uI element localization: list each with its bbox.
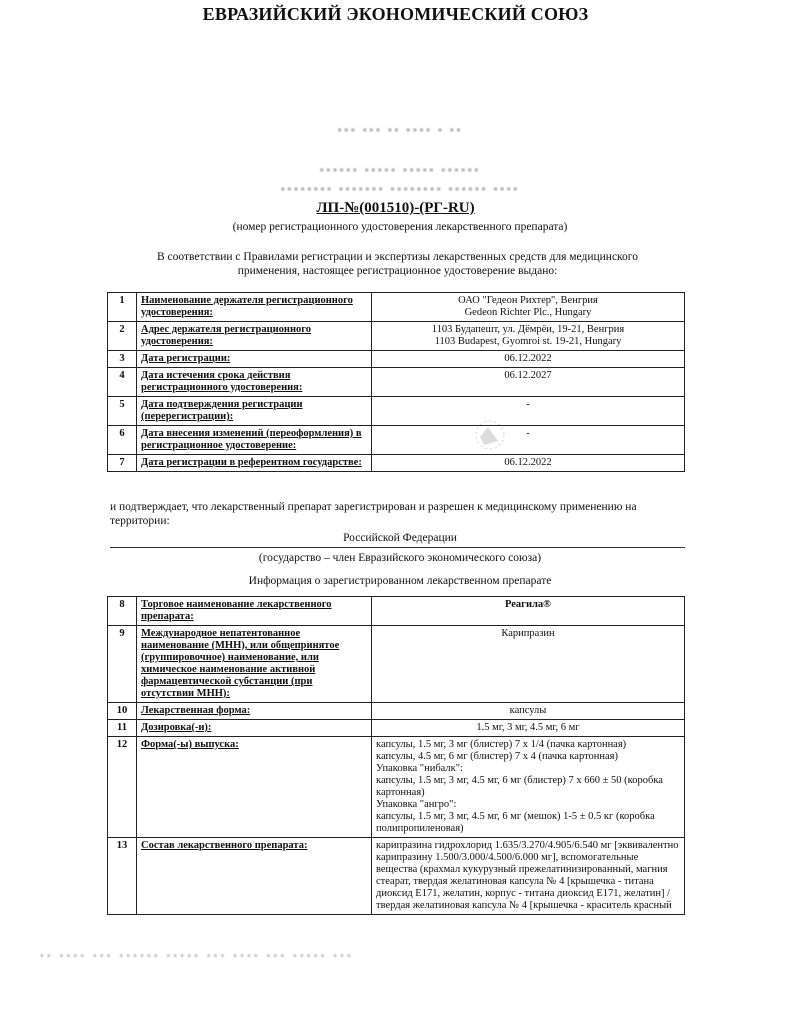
row-number: 10 bbox=[108, 703, 137, 720]
row-number: 13 bbox=[108, 838, 137, 915]
row-number: 5 bbox=[108, 397, 137, 426]
row-number: 1 bbox=[108, 293, 137, 322]
table-row bbox=[108, 426, 685, 455]
row-value: Реагила® bbox=[372, 597, 685, 626]
stamp-mark-icon bbox=[470, 415, 510, 455]
document-header-title: ЕВРАЗИЙСКИЙ ЭКОНОМИЧЕСКИЙ СОЮЗ bbox=[202, 4, 589, 24]
row-label: Международное непатентованное наименование (МНН), или общепринятое (группировочное) наименование, или химическое наименование активной фармацевтической субстанции (при отсутствии МНН): bbox=[137, 626, 372, 703]
row-number: 12 bbox=[108, 737, 137, 838]
row-value: капсулы, 1.5 мг, 3 мг (блистер) 7 x 1/4 (пачка картонная) капсулы, 4.5 мг, 6 мг (блистер) 7 x 4 (пачка картонная) Упаковка "нибалк": капсулы, 1.5 мг, 3 мг, 4.5 мг, 6 мг (блистер) 7 x 660 ± 50 (коробка картонная) Упаковка "ангро": капсулы, 1.5 мг, 3 мг, 4.5 мг, 6 мг (мешок) 1-5 ± 0.5 кг (коробка полипропиленовая) bbox=[372, 737, 685, 838]
row-value: Карипразин bbox=[372, 626, 685, 703]
row-value: 06.12.2022 bbox=[372, 455, 685, 472]
table-row bbox=[108, 455, 685, 472]
table-row bbox=[108, 397, 685, 426]
table-row bbox=[108, 720, 685, 737]
row-number: 2 bbox=[108, 322, 137, 351]
row-label: Адрес держателя регистрационного удостоверения: bbox=[137, 322, 372, 351]
info-heading: Информация о зарегистрированном лекарственном препарате bbox=[248, 575, 552, 587]
holder-table bbox=[107, 292, 685, 472]
faint-scan-artifact: ▪▪▪▪▪▪▪▪ ▪▪▪▪▪▪▪ ▪▪▪▪▪▪▪▪ ▪▪▪▪▪▪ ▪▪▪▪ bbox=[280, 181, 520, 196]
table-row bbox=[108, 838, 685, 915]
faint-scan-artifact: ▪▪▪ ▪▪▪ ▪▪ ▪▪▪▪ ▪ ▪▪ bbox=[337, 122, 463, 137]
row-value: - bbox=[372, 426, 685, 455]
row-label: Дата регистрации в референтном государстве: bbox=[137, 455, 372, 472]
row-number: 11 bbox=[108, 720, 137, 737]
row-label: Лекарственная форма: bbox=[137, 703, 372, 720]
row-label: Форма(-ы) выпуска: bbox=[137, 737, 372, 838]
row-value: 1103 Будапешт, ул. Дёмрёи, 19-21, Венгрия 1103 Budapest, Gyomroi st. 19-21, Hungary bbox=[372, 322, 685, 351]
row-number: 3 bbox=[108, 351, 137, 368]
intro-paragraph: В соответствии с Правилами регистрации и экспертизы лекарственных средств для медицинского применения, настоящее регистрационное удостоверение выдано: bbox=[157, 251, 638, 277]
row-label: Дата внесения изменений (переоформления) в регистрационное удостоверение: bbox=[137, 426, 372, 455]
row-value: 06.12.2022 bbox=[372, 351, 685, 368]
row-value: 1.5 мг, 3 мг, 4.5 мг, 6 мг bbox=[372, 720, 685, 737]
table-row bbox=[108, 322, 685, 351]
row-number: 7 bbox=[108, 455, 137, 472]
state-caption: (государство – член Евразийского экономического союза) bbox=[258, 552, 542, 564]
row-value: - bbox=[372, 397, 685, 426]
confirmation-paragraph: и подтверждает, что лекарственный препарат зарегистрирован и разрешен к медицинскому применению на территории: bbox=[110, 501, 637, 527]
table-row bbox=[108, 368, 685, 397]
drug-table bbox=[107, 596, 685, 915]
table-row bbox=[108, 737, 685, 838]
row-value: карипразина гидрохлорид 1.635/3.270/4.905/6.540 мг [эквивалентно карипразину 1.500/3.000/4.500/6.000 мг], вспомогательные вещества (крахмал кукурузный прежелатинизированный, магния стеарат, твердая желатиновая капсула № 4 [крышечка - титана диоксид E171, желатин, корпус - титана диоксид E171, желатин] / твердая желатиновая капсула № 4 [крышечка - краситель красный bbox=[372, 838, 685, 915]
faint-scan-artifact: ▪▪ ▪▪▪▪ ▪▪▪ ▪▪▪▪▪▪ ▪▪▪▪▪ ▪▪▪ ▪▪▪▪ ▪▪▪ ▪▪▪▪▪ ▪▪▪ bbox=[40, 950, 354, 962]
row-number: 9 bbox=[108, 626, 137, 703]
row-label: Состав лекарственного препарата: bbox=[137, 838, 372, 915]
row-label: Дата истечения срока действия регистрационного удостоверения: bbox=[137, 368, 372, 397]
faint-scan-artifact: ▪▪▪▪▪▪ ▪▪▪▪▪ ▪▪▪▪▪ ▪▪▪▪▪▪ bbox=[319, 162, 481, 177]
table-row bbox=[108, 293, 685, 322]
state-underline bbox=[110, 547, 685, 548]
registration-number: ЛП-№(001510)-(РГ-RU) bbox=[316, 200, 475, 216]
row-number: 8 bbox=[108, 597, 137, 626]
row-number: 6 bbox=[108, 426, 137, 455]
row-label: Торговое наименование лекарственного препарата: bbox=[137, 597, 372, 626]
row-value: капсулы bbox=[372, 703, 685, 720]
table-row bbox=[108, 351, 685, 368]
state-name: Российской Федерации bbox=[343, 532, 457, 544]
row-label: Дозировка(-и): bbox=[137, 720, 372, 737]
table-row bbox=[108, 703, 685, 720]
row-label: Дата регистрации: bbox=[137, 351, 372, 368]
row-label: Наименование держателя регистрационного удостоверения: bbox=[137, 293, 372, 322]
table-row bbox=[108, 626, 685, 703]
table-row bbox=[108, 597, 685, 626]
row-number: 4 bbox=[108, 368, 137, 397]
row-value: ОАО "Гедеон Рихтер", Венгрия Gedeon Richter Plc., Hungary bbox=[372, 293, 685, 322]
row-label: Дата подтверждения регистрации (перерегистрации): bbox=[137, 397, 372, 426]
row-value: 06.12.2027 bbox=[372, 368, 685, 397]
registration-number-caption: (номер регистрационного удостоверения лекарственного препарата) bbox=[232, 221, 568, 233]
